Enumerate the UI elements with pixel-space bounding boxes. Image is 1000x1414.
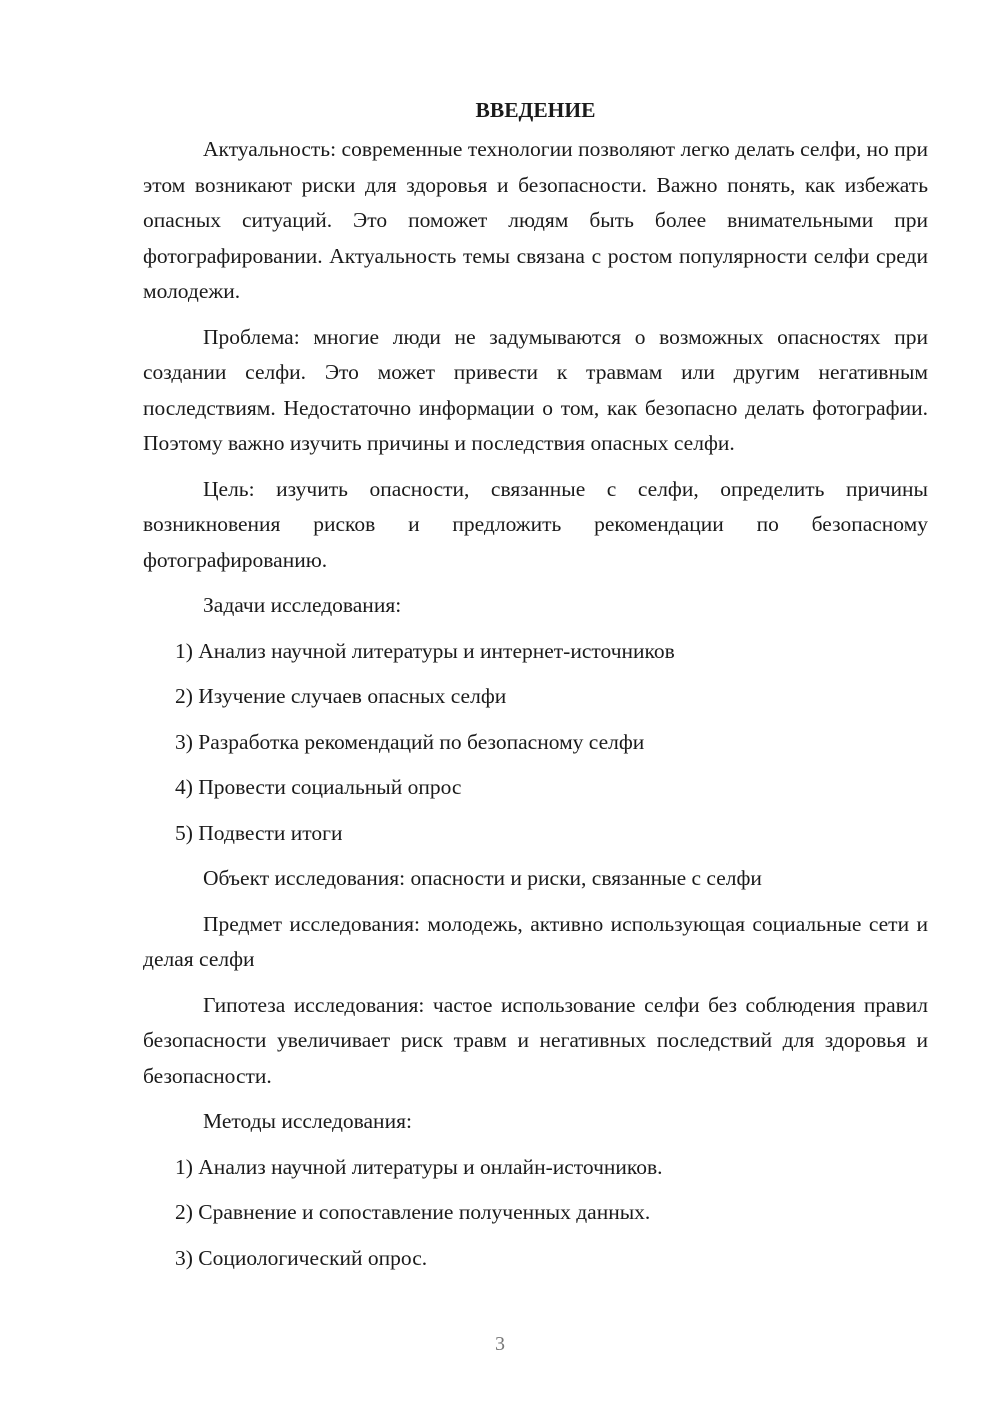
subject-paragraph: Предмет исследования: молодежь, активно использующая социальные сети и делая селфи — [143, 911, 928, 971]
methods-heading: Методы исследования: — [203, 1109, 412, 1133]
object-paragraph: Объект исследования: опасности и риски, связанные с селфи — [203, 866, 762, 890]
list-item: 3) Социологический опрос. — [175, 1245, 428, 1270]
list-item: 1) Анализ научной литературы и интернет-источников — [175, 638, 675, 663]
list-item: 4) Провести социальный опрос — [175, 775, 462, 799]
tasks-heading: Задачи исследования: — [203, 593, 402, 617]
relevance-paragraph: Актуальность: современные технологии позволяют легко делать селфи, но при этом возникают риски для здоровья и безопасности. Важно понять, как избежать опасных ситуаций. Это поможет людям быть более внимательными при фотографировании. Актуальность темы связана с ростом популярности селфи среди молодежи. — [143, 137, 928, 303]
problem-paragraph: Проблема: многие люди не задумываются о возможных опасностях при создании селфи. Это может привести к травмам или другим негативным последствиям. Недостаточно информации о том, как безопасно делать фотографии. Поэтому важно изучить причины и последствия опасных селфи. — [143, 324, 928, 455]
goal-paragraph: Цель: изучить опасности, связанные с селфи, определить причины возникновения рисков и предложить рекомендации по безопасному фотографированию. — [143, 476, 928, 572]
document-page — [143, 92, 928, 1286]
list-item: 3) Разработка рекомендаций по безопасному селфи — [175, 729, 645, 754]
page-title: ВВЕДЕНИЕ — [475, 98, 596, 122]
list-item: 2) Изучение случаев опасных селфи — [175, 684, 507, 708]
tasks-list — [143, 634, 928, 852]
list-item: 1) Анализ научной литературы и онлайн-источников. — [175, 1154, 663, 1179]
list-item: 2) Сравнение и сопоставление полученных данных. — [175, 1200, 651, 1224]
methods-list — [143, 1150, 928, 1277]
list-item: 5) Подвести итоги — [175, 820, 343, 845]
page-number: 3 — [495, 1333, 505, 1355]
hypothesis-paragraph: Гипотеза исследования: частое использование селфи без соблюдения правил безопасности увеличивает риск травм и негативных последствий для здоровья и безопасности. — [143, 992, 928, 1088]
